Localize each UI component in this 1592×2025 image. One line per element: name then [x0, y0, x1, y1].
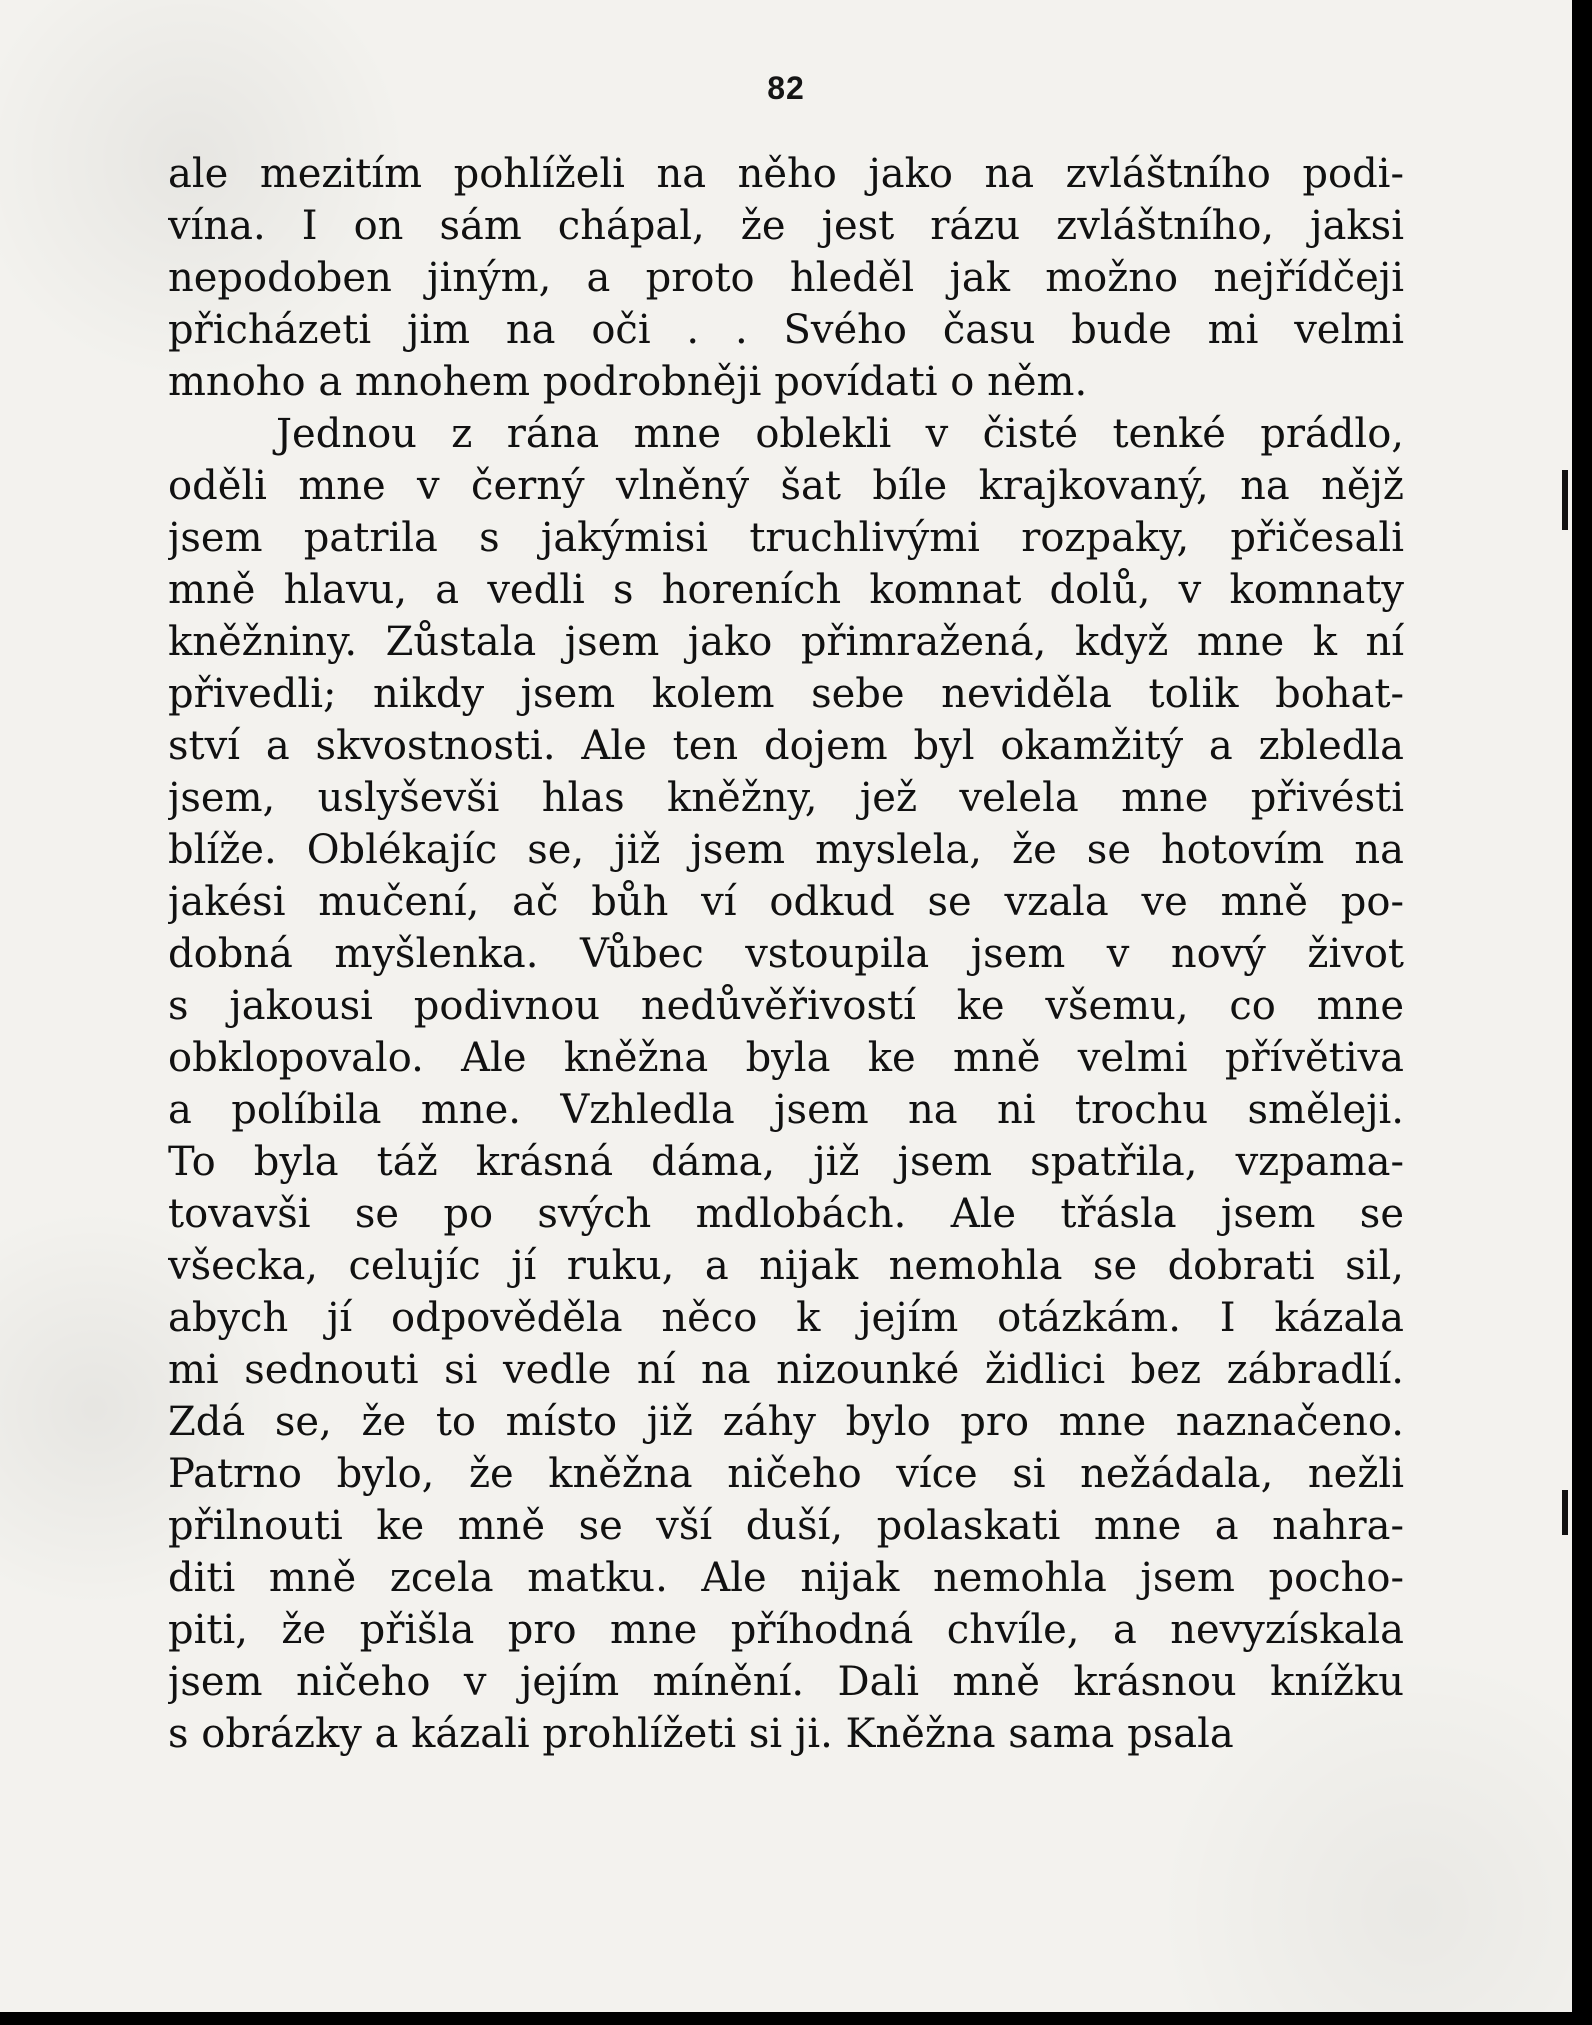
text-line: abych jí odpověděla něco k jejím otázkám. I kázala [168, 1295, 1404, 1341]
text-line: s obrázky a kázali prohlížeti si ji. Kněžna sama psala [168, 1711, 1234, 1757]
text-line: obklopovalo. Ale kněžna byla ke mně velmi přívětiva [168, 1035, 1404, 1081]
text-line: Patrno bylo, že kněžna ničeho více si nežádala, nežli [168, 1451, 1404, 1497]
text-line: s jakousi podivnou nedůvěřivostí ke všemu, co mne [168, 983, 1404, 1029]
text-line: ale mezitím pohlíželi na něho jako na zvláštního podi- [168, 151, 1404, 197]
text-line: nepodoben jiným, a proto hleděl jak možno nejřídčeji [168, 255, 1404, 301]
text-line: kněžniny. Zůstala jsem jako přimražená, když mne k ní [168, 619, 1404, 665]
text-line: diti mně zcela matku. Ale nijak nemohla jsem pocho- [168, 1555, 1404, 1601]
text-line: všecka, celujíc jí ruku, a nijak nemohla se dobrati sil, [168, 1243, 1404, 1289]
text-line: Zdá se, že to místo již záhy bylo pro mne naznačeno. [168, 1399, 1404, 1445]
text-line: mně hlavu, a vedli s horeních komnat dolů, v komnaty [168, 567, 1404, 613]
text-line: mi sednouti si vedle ní na nizounké židlici bez zábradlí. [168, 1347, 1404, 1393]
text-line: ství a skvostnosti. Ale ten dojem byl okamžitý a zbledla [168, 723, 1404, 769]
text-line: mnoho a mnohem podrobněji povídati o něm. [168, 359, 1088, 405]
text-line: To byla táž krásná dáma, již jsem spatřila, vzpama- [168, 1139, 1404, 1185]
page-number: 82 [767, 70, 805, 106]
text-line: piti, že přišla pro mne příhodná chvíle, a nevyzískala [168, 1607, 1404, 1653]
text-line: vína. I on sám chápal, že jest rázu zvláštního, jaksi [168, 203, 1404, 249]
page-edge-mark [1562, 1490, 1568, 1535]
page-edge-mark [1562, 470, 1568, 530]
text-line: jsem patrila s jakýmisi truchlivými rozpaky, přičesali [168, 515, 1404, 561]
text-line: jsem, uslyševši hlas kněžny, jež velela mne přivésti [168, 775, 1404, 821]
text-line: tovavši se po svých mdlobách. Ale třásla jsem se [168, 1191, 1404, 1237]
text-line: dobná myšlenka. Vůbec vstoupila jsem v nový život [168, 931, 1404, 977]
text-line: oděli mne v černý vlněný šat bíle krajkovaný, na nějž [168, 463, 1404, 509]
text-line: a políbila mne. Vzhledla jsem na ni trochu směleji. [168, 1087, 1404, 1133]
text-line: jsem ničeho v jejím mínění. Dali mně krásnou knížku [168, 1659, 1404, 1705]
text-line: přilnouti ke mně se vší duší, polaskati mne a nahra- [168, 1503, 1404, 1549]
text-line: přivedli; nikdy jsem kolem sebe neviděla tolik bohat- [168, 671, 1404, 717]
text-line: blíže. Oblékajíc se, již jsem myslela, že se hotovím na [168, 827, 1404, 873]
body-text [168, 148, 1404, 1760]
text-line: jakési mučení, ač bůh ví odkud se vzala ve mně po- [168, 879, 1404, 925]
text-line: přicházeti jim na oči . . Svého času bude mi velmi [168, 307, 1404, 353]
text-line: Jednou z rána mne oblekli v čisté tenké prádlo, [276, 411, 1404, 457]
